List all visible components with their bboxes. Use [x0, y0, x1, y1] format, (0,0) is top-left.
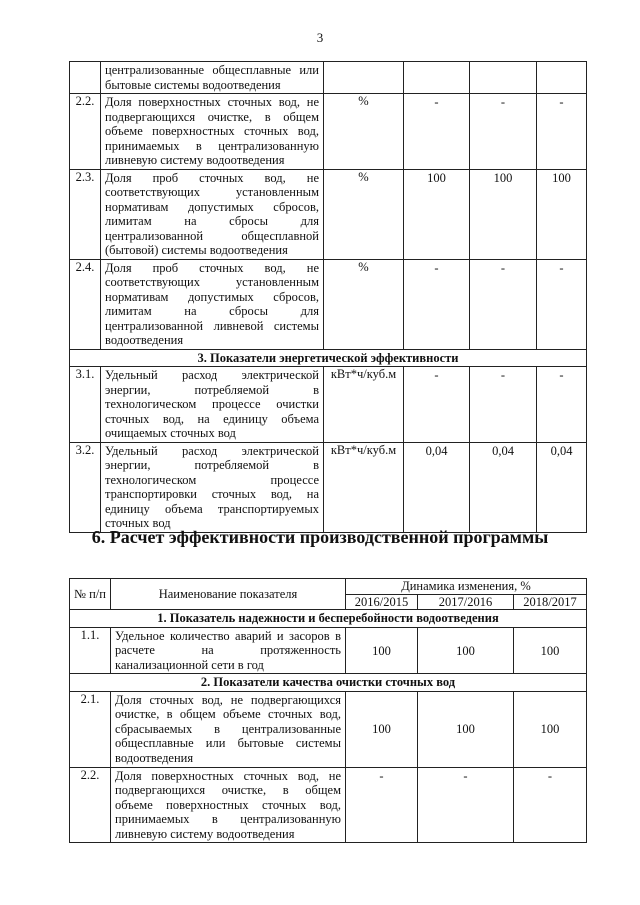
table-row: [70, 442, 587, 532]
unit-cell: %: [324, 259, 404, 349]
unit-cell: кВт*ч/куб.м: [324, 442, 404, 532]
value-cell: -: [404, 259, 470, 349]
indicator-name: централизованные общесплавные или бытовые системы водоотведения: [101, 62, 324, 94]
row-number: 2.2.: [70, 767, 111, 843]
table-row: [70, 259, 587, 349]
value-cell: 100: [537, 169, 587, 259]
indicator-name: Доля поверхностных сточных вод, не подвергающихся очистке, в общем объеме поверхностных сточных вод, принимаемых в централизованную ливневую систему водоотведения: [111, 767, 346, 843]
value-cell: 0,04: [404, 442, 470, 532]
section-title: 1. Показатель надежности и бесперебойности водоотведения: [70, 610, 587, 628]
indicator-name: Доля поверхностных сточных вод, не подвергающихся очистке, в общем объеме поверхностных сточных вод, принимаемых в централизованную ливневую систему водоотведения: [101, 94, 324, 170]
section-6-title: 6. Расчет эффективности производственной программы: [91, 527, 549, 547]
section-title: 3. Показатели энергетической эффективности: [70, 349, 587, 367]
table-row: [70, 691, 587, 767]
efficiency-table: [69, 578, 587, 843]
page-number: 3: [316, 30, 324, 45]
value-cell: 0,04: [537, 442, 587, 532]
value-cell: 100: [404, 169, 470, 259]
row-number: [70, 62, 101, 94]
header-year: 2018/2017: [514, 594, 587, 610]
indicators-table-continued: [69, 61, 587, 533]
table-row: [70, 62, 587, 94]
value-cell: -: [537, 94, 587, 170]
value-cell: -: [404, 367, 470, 443]
value-cell: 100: [346, 691, 418, 767]
row-number: 2.4.: [70, 259, 101, 349]
row-number: 3.2.: [70, 442, 101, 532]
value-cell: 100: [346, 627, 418, 674]
row-number: 2.3.: [70, 169, 101, 259]
unit-cell: %: [324, 169, 404, 259]
row-number: 2.1.: [70, 691, 111, 767]
row-number: 2.2.: [70, 94, 101, 170]
value-cell: 100: [418, 627, 514, 674]
table-row: [70, 627, 587, 674]
value-cell: -: [470, 94, 537, 170]
header-number: № п/п: [70, 579, 111, 610]
value-cell: 100: [514, 627, 587, 674]
value-cell: -: [418, 767, 514, 843]
value-cell: [404, 62, 470, 94]
header-indicator-name: Наименование показателя: [111, 579, 346, 610]
row-number: 1.1.: [70, 627, 111, 674]
header-year: 2017/2016: [418, 594, 514, 610]
value-cell: 100: [514, 691, 587, 767]
value-cell: 0,04: [470, 442, 537, 532]
header-dynamics: Динамика изменения, %: [346, 579, 587, 595]
value-cell: -: [470, 367, 537, 443]
section-header-row: [70, 349, 587, 367]
value-cell: -: [346, 767, 418, 843]
indicator-name: Доля проб сточных вод, не соответствующих установленным нормативам допустимых сбросов, лимитам на сбросы для централизованной общесплавной (бытовой) системы водоотведения: [101, 169, 324, 259]
unit-cell: [324, 62, 404, 94]
indicator-name: Доля проб сточных вод, не соответствующих установленным нормативам допустимых сбросов, лимитам на сбросы для централизованной ливневой системы водоотведения: [101, 259, 324, 349]
value-cell: [470, 62, 537, 94]
row-number: 3.1.: [70, 367, 101, 443]
header-year: 2016/2015: [346, 594, 418, 610]
table-row: [70, 767, 587, 843]
indicator-name: Доля сточных вод, не подвергающихся очистке, в общем объеме сточных вод, сбрасываемых в централизованные общесплавные или бытовые системы водоотведения: [111, 691, 346, 767]
section-header-row: [70, 674, 587, 692]
value-cell: -: [537, 367, 587, 443]
value-cell: 100: [470, 169, 537, 259]
section-title: 2. Показатели качества очистки сточных вод: [70, 674, 587, 692]
indicator-name: Удельный расход электрической энергии, потребляемой в технологическом процессе транспортировки сточных вод, на единицу объема транспортируемых сточных вод: [101, 442, 324, 532]
indicator-name: Удельный расход электрической энергии, потребляемой в технологическом процессе очистки сточных вод, на единицу объема очищаемых сточных вод: [101, 367, 324, 443]
unit-cell: кВт*ч/куб.м: [324, 367, 404, 443]
value-cell: -: [470, 259, 537, 349]
unit-cell: %: [324, 94, 404, 170]
table-row: [70, 94, 587, 170]
value-cell: -: [537, 259, 587, 349]
value-cell: -: [514, 767, 587, 843]
table-row: [70, 169, 587, 259]
value-cell: [537, 62, 587, 94]
table-header-row: [70, 579, 587, 595]
indicator-name: Удельное количество аварий и засоров в расчете на протяженность канализационной сети в год: [111, 627, 346, 674]
section-header-row: [70, 610, 587, 628]
value-cell: -: [404, 94, 470, 170]
value-cell: 100: [418, 691, 514, 767]
table-row: [70, 367, 587, 443]
